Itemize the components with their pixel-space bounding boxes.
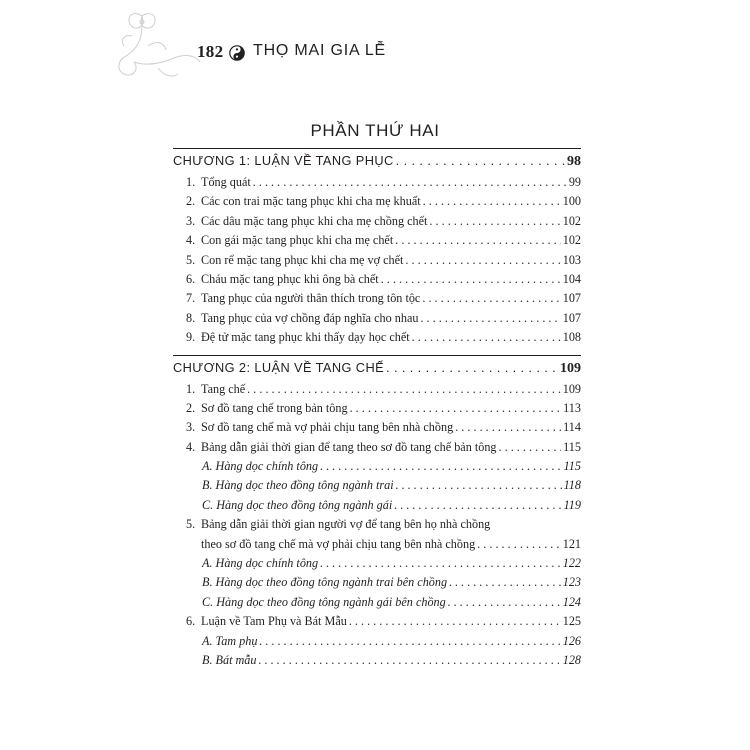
entry-title: Sơ đồ tang chế mà vợ phải chịu tang bên nhà chồng [201, 420, 454, 435]
chapter-heading [173, 149, 581, 173]
entry-number: 6. [186, 271, 196, 286]
entry-number: 9. [186, 330, 196, 345]
toc-entry [173, 418, 581, 437]
dot-leader [455, 418, 561, 437]
chapter-title: CHƯƠNG 1: LUẬN VỀ TANG PHỤC [173, 153, 394, 168]
entry-title: Bảng dẫn giải thời gian để tang theo sơ đồ tang chế bản tông [201, 439, 497, 454]
part-title: PHẦN THỨ HAI [310, 121, 440, 140]
entry-number: 4. [186, 439, 196, 454]
entry-page: 115 [563, 439, 581, 454]
entry-number: 2. [186, 194, 196, 209]
page-number: 182 [197, 42, 224, 61]
entry-number: 6. [186, 614, 196, 629]
entry-number: 1. [186, 175, 196, 189]
dot-leader [253, 173, 567, 192]
toc-subentry [173, 554, 581, 573]
subentry-page: 128 [562, 652, 581, 667]
toc-entry [173, 380, 581, 399]
dot-leader [395, 231, 560, 250]
dot-leader [448, 593, 561, 612]
subentry-title: C. Hàng dọc theo đồng tông ngành gái bên chồng [202, 594, 446, 609]
entry-number: 4. [186, 233, 196, 248]
chapter-heading [173, 356, 581, 380]
dot-leader [320, 554, 561, 573]
toc-entry [173, 612, 581, 631]
entry-page: 99 [568, 175, 581, 189]
toc-entry [173, 438, 581, 457]
toc-subentry [173, 457, 581, 476]
chapter-page: 98 [567, 154, 581, 169]
dot-leader [499, 438, 562, 457]
entry-title: Đệ tử mặc tang phục khi thấy dạy học chết [201, 330, 410, 345]
entry-number: 3. [186, 213, 196, 228]
dot-leader [396, 476, 562, 495]
toc-subentry [173, 632, 581, 651]
entry-title: Con rể mặc tang phục khi cha mẹ vợ chết [201, 252, 404, 267]
entry-page: 104 [562, 271, 581, 286]
toc-subentry [173, 593, 581, 612]
toc-entry [173, 270, 581, 289]
entry-number: 1. [186, 381, 196, 396]
entry-number: 3. [186, 420, 196, 435]
toc-entry [173, 231, 581, 250]
entry-title: Luận về Tam Phụ và Bát Mẫu [201, 614, 347, 629]
dot-leader [247, 380, 561, 399]
dot-leader [350, 399, 562, 418]
entry-title-continued: theo sơ đồ tang chế mà vợ phải chịu tang bên nhà chồng [201, 536, 476, 551]
subentry-title: C. Hàng dọc theo đồng tông ngành gái [202, 497, 393, 512]
chapter-2 [173, 355, 581, 671]
entry-page: 113 [563, 400, 581, 415]
entry-title: Tổng quát [201, 175, 251, 189]
toc-entry [173, 328, 581, 347]
entry-title: Bảng dẫn giải thời gian người vợ để tang bên họ nhà chồng [201, 517, 491, 532]
entry-number: 5. [186, 517, 196, 532]
subentry-title: A. Tam phụ [202, 633, 258, 648]
entry-title: Cháu mặc tang phục khi ông bà chết [201, 271, 379, 286]
entry-title: Các dâu mặc tang phục khi cha mẹ chồng chết [201, 213, 428, 228]
subentry-page: 122 [562, 556, 581, 571]
subentry-page: 119 [563, 497, 581, 512]
subentry-page: 118 [563, 478, 581, 493]
entry-title: Tang phục của người thân thích trong tôn tộc [201, 291, 421, 306]
subentry-page: 123 [562, 575, 581, 590]
toc-entry [173, 515, 581, 534]
dot-leader [396, 149, 565, 173]
toc-entry-continuation [173, 535, 581, 554]
chapter-1 [173, 148, 581, 348]
dot-leader [477, 535, 561, 554]
toc-entry [173, 289, 581, 308]
subentry-title: A. Hàng dọc chính tông [202, 556, 319, 571]
chapter-title: CHƯƠNG 2: LUẬN VỀ TANG CHẾ [173, 359, 385, 375]
table-of-contents [173, 148, 581, 670]
dot-leader [259, 632, 560, 651]
toc-subentry [173, 496, 581, 515]
dot-leader [423, 192, 561, 211]
entry-page: 100 [562, 194, 581, 209]
dot-leader [381, 270, 561, 289]
dot-leader [420, 309, 560, 328]
toc-entry [173, 309, 581, 328]
entry-number: 7. [186, 291, 196, 306]
entry-number: 8. [186, 310, 196, 325]
subentry-title: B. Hàng dọc theo đồng tông ngành trai [202, 478, 394, 493]
toc-subentry [173, 651, 581, 670]
chapter-page: 109 [560, 360, 581, 376]
subentry-page: 115 [563, 459, 581, 474]
entry-number: 5. [186, 252, 196, 267]
dot-leader [429, 212, 560, 231]
dot-leader [259, 651, 561, 670]
subentry-title: B. Hàng dọc theo đồng tông ngành trai bên chồng [202, 575, 448, 590]
toc-entry [173, 399, 581, 418]
dot-leader [422, 289, 560, 308]
entry-page: 114 [563, 420, 581, 435]
toc-entry [173, 251, 581, 270]
subentry-page: 124 [562, 594, 581, 609]
entry-page: 125 [562, 614, 581, 629]
entry-title: Tang phục của vợ chồng đáp nghĩa cho nhau [201, 310, 419, 325]
book-title: THỌ MAI GIA LỄ [253, 42, 387, 59]
dot-leader [394, 496, 561, 515]
entry-page: 107 [562, 291, 581, 306]
entry-number: 2. [186, 400, 196, 415]
entry-page: 109 [562, 381, 581, 396]
entry-page: 108 [562, 330, 581, 345]
subentry-title: B. Bát mẫu [202, 652, 257, 667]
toc-entry [173, 173, 581, 192]
toc-entry [173, 192, 581, 211]
dot-leader [405, 251, 560, 270]
toc-entry [173, 212, 581, 231]
dot-leader [386, 356, 558, 380]
entry-page: 102 [562, 213, 581, 228]
entry-title: Sơ đồ tang chế trong bản tông [201, 400, 348, 415]
page-header [0, 0, 750, 100]
entry-page: 107 [562, 310, 581, 325]
entry-page: 103 [562, 252, 581, 267]
subentry-page: 126 [562, 633, 581, 648]
entry-page: 102 [562, 233, 581, 248]
entry-title: Các con trai mặc tang phục khi cha mẹ khuất [201, 194, 421, 209]
subentry-title: A. Hàng dọc chính tông [202, 459, 319, 474]
dot-leader [320, 457, 562, 476]
toc-subentry [173, 476, 581, 495]
entry-page: 121 [562, 536, 581, 551]
entry-title: Con gái mặc tang phục khi cha mẹ chết [201, 233, 394, 248]
dot-leader [412, 328, 561, 347]
dot-leader [449, 573, 561, 592]
dot-leader [349, 612, 561, 631]
yin-yang-icon [229, 45, 245, 61]
floral-ornament-icon [112, 6, 202, 86]
toc-subentry [173, 573, 581, 592]
entry-title: Tang chế [201, 381, 246, 396]
